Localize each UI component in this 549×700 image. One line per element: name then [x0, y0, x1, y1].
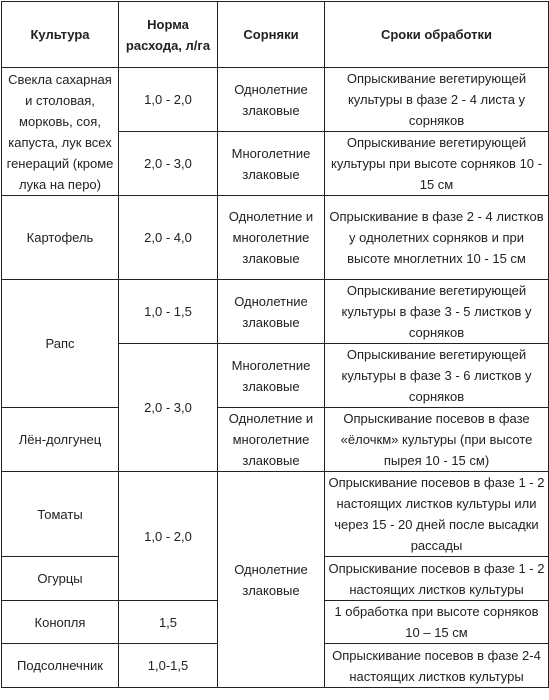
- timing-cell: Опрыскивание в фазе 2 - 4 листков у однолетних сорняков и при высоте многлетних 10 - 15 см: [325, 196, 549, 280]
- header-timing: Сроки обработки: [325, 2, 549, 68]
- rate-cell: 1,0-1,5: [119, 644, 218, 688]
- culture-cucumber: Огурцы: [2, 557, 119, 601]
- timing-cell: Опрыскивание вегетирующей культуры в фазе 2 - 4 листа у сорняков: [325, 68, 549, 132]
- weeds-cell: Однолетние и многолетние злаковые: [218, 408, 325, 472]
- timing-cell: Опрыскивание посевов в фазе 2-4 настоящих листков культуры: [325, 644, 549, 688]
- header-rate: Норма расхода, л/га: [119, 2, 218, 68]
- culture-potato: Картофель: [2, 196, 119, 280]
- rate-cell: 1,5: [119, 601, 218, 644]
- timing-cell: Опрыскивание посевов в фазе 1 - 2 настоящих листков культуры: [325, 557, 549, 601]
- timing-cell: 1 обработка при высоте сорняков 10 – 15 см: [325, 601, 549, 644]
- rate-cell-shared: 1,0 - 2,0: [119, 472, 218, 601]
- timing-cell: Опрыскивание вегетирующей культуры при высоте сорняков 10 - 15 см: [325, 132, 549, 196]
- weeds-cell: Однолетние злаковые: [218, 280, 325, 344]
- table-row: [2, 280, 549, 344]
- timing-cell: Опрыскивание посевов в фазе «ёлочкм» культуры (при высоте пырея 10 - 15 см): [325, 408, 549, 472]
- culture-sugar-beet: Свекла сахарная и столовая, морковь, соя, капуста, лук всех генераций (кроме лука на перо): [2, 68, 119, 196]
- table-row: [2, 408, 549, 472]
- weeds-cell: Многолетние злаковые: [218, 132, 325, 196]
- rate-cell: 2,0 - 3,0: [119, 132, 218, 196]
- rate-cell: 2,0 - 4,0: [119, 196, 218, 280]
- rate-cell-shared: 2,0 - 3,0: [119, 344, 218, 472]
- culture-sunflower: Подсолнечник: [2, 644, 119, 688]
- table-header-row: [2, 2, 549, 68]
- rate-cell: 1,0 - 1,5: [119, 280, 218, 344]
- culture-flax: Лён-долгунец: [2, 408, 119, 472]
- header-weeds: Сорняки: [218, 2, 325, 68]
- header-culture: Культура: [2, 2, 119, 68]
- herbicide-table: [1, 1, 549, 688]
- rate-cell: 1,0 - 2,0: [119, 68, 218, 132]
- table-row: [2, 68, 549, 132]
- timing-cell: Опрыскивание вегетирующей культуры в фазе 3 - 5 листков у сорняков: [325, 280, 549, 344]
- weeds-cell: Однолетние и многолетние злаковые: [218, 196, 325, 280]
- culture-rapeseed: Рапс: [2, 280, 119, 408]
- timing-cell: Опрыскивание посевов в фазе 1 - 2 настоящих листков культуры или через 15 - 20 дней после высадки рассады: [325, 472, 549, 557]
- table-row: [2, 196, 549, 280]
- table-row: [2, 472, 549, 557]
- culture-tomato: Томаты: [2, 472, 119, 557]
- weeds-cell: Однолетние злаковые: [218, 68, 325, 132]
- weeds-cell-shared: Однолетние злаковые: [218, 472, 325, 688]
- culture-hemp: Конопля: [2, 601, 119, 644]
- timing-cell: Опрыскивание вегетирующей культуры в фазе 3 - 6 листков у сорняков: [325, 344, 549, 408]
- weeds-cell: Многолетние злаковые: [218, 344, 325, 408]
